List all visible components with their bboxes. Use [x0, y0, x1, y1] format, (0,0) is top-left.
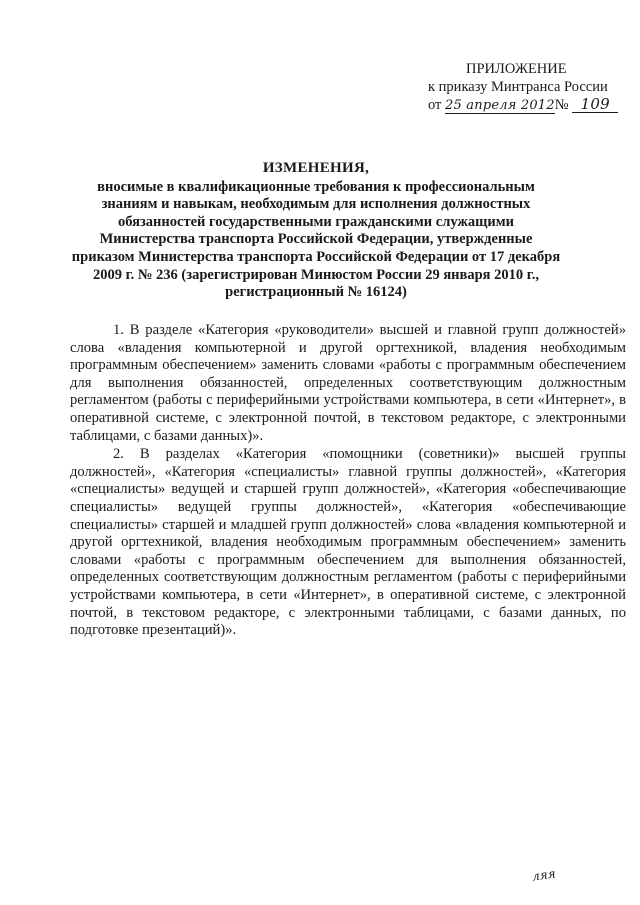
paragraph-1: 1. В разделе «Категория «руководители» высшей и главной групп должностей» слова «владения компьютерной и другой оргтехникой, владения необходимым программным обеспечением» заменить словами «работы с программным обеспечением для выполнения обязанностей, определенных соответствующим должностным регламентом (работы с периферийными устройствами компьютера, в сети «Интернет», в оперативной системе, с электронной почтой, в текстовом редакторе, с электронными таблицами, с базами данных)».: [70, 322, 626, 444]
number-label: №: [554, 97, 569, 113]
heading-title: ИЗМЕНЕНИЯ,: [262, 160, 370, 176]
handwritten-date: 25 апреля 2012: [445, 98, 555, 113]
order-line: [428, 96, 628, 114]
paragraph-2: 2. В разделах «Категория «помощники (советники)» высшей группы должностей», «Категория «специалисты» главной группы должностей», «Категория «специалисты» ведущей и старшей групп должностей», «Категория «обеспечивающие специалисты» ведущей группы должностей», «Категория «обеспечивающие специалисты» старшей и младшей групп должностей» слова «владения компьютерной и другой оргтехникой, владения необходимым программным обеспечением» заменить словами «работы с программным обеспечением для выполнения обязанностей, определенных соответствующим должностным регламентом (работы с периферийными устройствами компьютера, в сети «Интернет», в оперативной системе, с электронной почтой, в текстовом редакторе, с электронными таблицами, с базами данных, по подготовке презентаций)».: [70, 446, 626, 639]
handwritten-initials: ляя: [531, 866, 557, 884]
handwritten-number: 109: [572, 97, 618, 113]
appendix-block: [428, 60, 628, 114]
document-body: [70, 322, 626, 641]
document-heading: [70, 160, 562, 302]
appendix-title: ПРИЛОЖЕНИЕ: [466, 61, 567, 77]
from-label: от: [428, 97, 442, 113]
heading-body: вносимые в квалификационные требования к профессиональным знаниям и навыкам, необходимым для исполнения должностных обязанностей государственными гражданскими служащими Министерства транспорта Российской Федерации, утвержденные приказом Министерства транспорта Российской Федерации от 17 декабря 2009 г. № 236 (зарегистрирован Минюстом России 29 января 2010 г., регистрационный № 16124): [71, 178, 561, 301]
appendix-subtitle: к приказу Минтранса России: [428, 79, 608, 95]
